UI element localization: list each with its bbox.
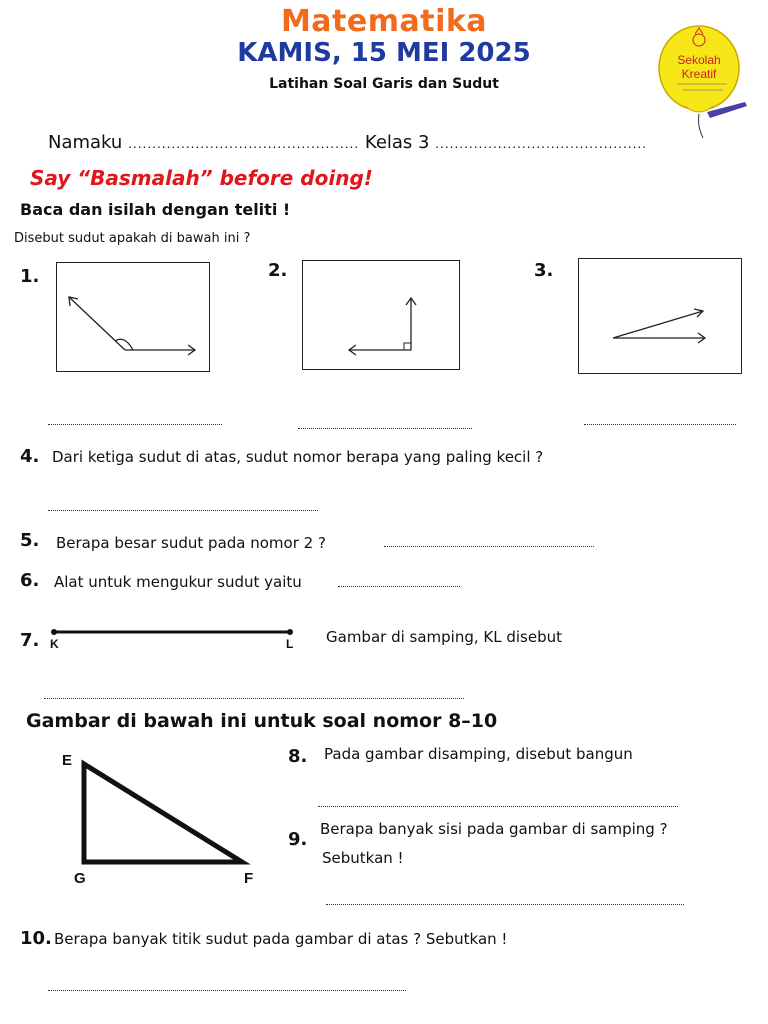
worksheet-subtitle: Latihan Soal Garis dan Sudut: [269, 76, 499, 92]
point-k-label: K: [50, 637, 59, 651]
school-logo: [655, 22, 755, 142]
point-l-label: L: [286, 637, 294, 651]
q5-number: 5.: [20, 530, 40, 551]
student-info-row: [48, 132, 647, 153]
class-field[interactable]: ............................................: [435, 137, 648, 151]
q2-number: 2.: [268, 260, 288, 281]
q7-answer-line[interactable]: [44, 698, 464, 699]
q8-text: Pada gambar disamping, disebut bangun: [324, 745, 633, 763]
q2-angle-box: [302, 260, 460, 370]
q1-answer-line[interactable]: [48, 424, 222, 425]
q6-answer-line[interactable]: [338, 586, 460, 587]
q3-angle-box: [578, 258, 742, 374]
q6-text: Alat untuk mengukur sudut yaitu: [54, 573, 302, 591]
name-label: Namaku: [48, 132, 123, 153]
q9-text-line2: Sebutkan !: [322, 849, 404, 867]
q5-answer-line[interactable]: [384, 546, 594, 547]
q10-answer-line[interactable]: [48, 990, 406, 991]
right-angle-icon: [303, 261, 459, 369]
worksheet-date: KAMIS, 15 MEI 2025: [237, 38, 531, 68]
line-segment-icon: [46, 624, 300, 656]
q7-text: Gambar di samping, KL disebut: [326, 628, 563, 646]
right-triangle-icon: [58, 752, 268, 892]
angle-question-intro: Disebut sudut apakah di bawah ini ?: [14, 231, 251, 246]
q1-number: 1.: [20, 266, 40, 287]
q2-answer-line[interactable]: [298, 428, 472, 429]
q1-angle-box: [56, 262, 210, 372]
line-segment-kl: [46, 624, 300, 656]
acute-angle-icon: [579, 259, 741, 373]
subject-title: Matematika: [280, 4, 488, 39]
q3-number: 3.: [534, 260, 554, 281]
q7-number: 7.: [20, 630, 40, 651]
name-field[interactable]: ................................................: [128, 137, 360, 151]
q10-number: 10.: [20, 928, 52, 949]
q9-number: 9.: [288, 829, 308, 850]
logo-text-2: Kreatif: [681, 67, 717, 81]
obtuse-angle-icon: [57, 263, 209, 371]
q8-number: 8.: [288, 746, 308, 767]
triangle-efg: [58, 752, 268, 892]
q9-answer-line[interactable]: [326, 904, 684, 905]
q4-answer-line[interactable]: [48, 510, 318, 511]
q5-text: Berapa besar sudut pada nomor 2 ?: [56, 534, 326, 552]
q4-number: 4.: [20, 446, 40, 467]
q9-text-line1: Berapa banyak sisi pada gambar di samping ?: [320, 820, 668, 838]
logo-text-1: Sekolah: [677, 53, 721, 67]
balloon-logo-icon: [655, 22, 755, 142]
q4-text: Dari ketiga sudut di atas, sudut nomor berapa yang paling kecil ?: [52, 448, 544, 466]
q10-text: Berapa banyak titik sudut pada gambar di atas ? Sebutkan !: [54, 930, 508, 948]
section-heading: Gambar di bawah ini untuk soal nomor 8–10: [26, 710, 498, 732]
vertex-e-label: E: [62, 752, 73, 769]
class-label: Kelas 3: [364, 132, 430, 153]
q6-number: 6.: [20, 570, 40, 591]
basmalah-reminder: Say “Basmalah” before doing!: [30, 166, 373, 190]
vertex-g-label: G: [74, 870, 86, 887]
q8-answer-line[interactable]: [318, 806, 678, 807]
instruction-text: Baca dan isilah dengan teliti !: [20, 200, 291, 219]
vertex-f-label: F: [244, 870, 254, 887]
q3-answer-line[interactable]: [584, 424, 736, 425]
